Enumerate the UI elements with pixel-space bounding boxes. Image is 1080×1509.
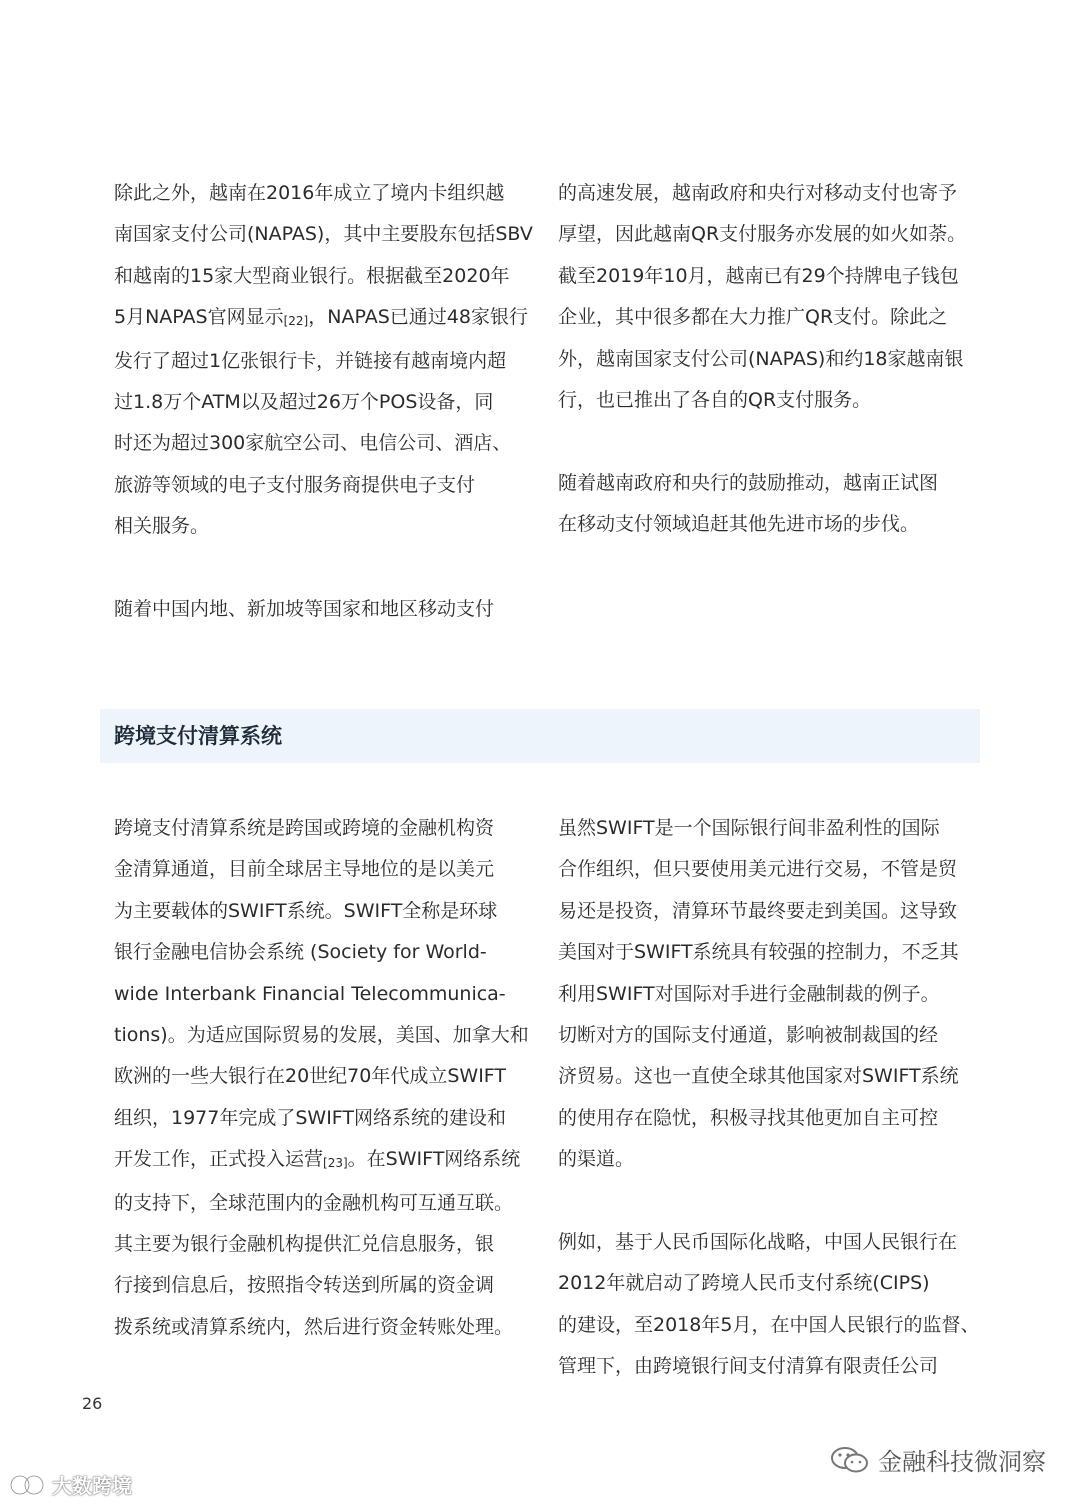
text-line: 的建设，至2018年5月，在中国人民银行的监督、	[558, 1313, 980, 1336]
text-line: 在移动支付领域追赶其他先进市场的步伐。	[558, 513, 920, 536]
text-line: 其主要为银行金融机构提供汇兑信息服务，银	[114, 1233, 495, 1256]
text-line: 过1.8万个ATM以及超过26万个POS设备，同	[114, 391, 494, 414]
text-line: 行，也已推出了各自的QR支付服务。	[558, 389, 872, 412]
citation-ref: [23]	[323, 1156, 348, 1171]
text-line: 企业，其中很多都在大力推广QR支付。除此之	[558, 306, 948, 329]
wechat-account-name: 金融科技微洞察	[878, 1448, 1046, 1476]
text-line: 相关服务。	[114, 515, 210, 538]
text-line: tions)。为适应国际贸易的发展，美国、加拿大和	[114, 1024, 529, 1047]
text-line: 济贸易。这也一直使全球其他国家对SWIFT系统	[558, 1065, 959, 1088]
text-line: 厚望，因此越南QR支付服务亦发展的如火如荼。	[558, 223, 967, 246]
text-line: 跨境支付清算系统是跨国或跨境的金融机构资	[114, 817, 495, 839]
text-line: 管理下，由跨境银行间支付清算有限责任公司	[558, 1355, 939, 1378]
bottom-left-column	[114, 808, 529, 1348]
text-line: 的支持下，全球范围内的金融机构可互通互联。	[114, 1191, 514, 1214]
text-line: 的使用存在隐忧，积极寻找其他更加自主可控	[558, 1106, 939, 1129]
text-line: 拨系统或清算系统内，然后进行资金转账处理。	[114, 1315, 514, 1338]
text-line: 的高速发展，越南政府和央行对移动支付也寄予	[558, 182, 958, 204]
section-heading-bar	[100, 709, 980, 763]
text-line	[114, 1139, 524, 1182]
text-line: 合作组织，但只要使用美元进行交易，不管是贸	[558, 858, 958, 881]
text-line: 虽然SWIFT是一个国际银行间非盈利性的国际	[558, 817, 940, 839]
text-line: 除此之外，越南在2016年成立了境内卡组织越	[114, 182, 505, 204]
wechat-icon	[830, 1445, 870, 1475]
text-line: 随着中国内地、新加坡等国家和地区移动支付	[114, 598, 495, 621]
page-number: 26	[82, 1394, 103, 1413]
text-line: 易还是投资，清算环节最终要走到美国。这导致	[558, 899, 958, 922]
text-line: 和越南的15家大型商业银行。根据截至2020年	[114, 264, 510, 287]
text-line: 截至2019年10月，越南已有29个持牌电子钱包	[558, 264, 959, 287]
text-line: 2012年就启动了跨境人民币支付系统(CIPS)	[558, 1272, 930, 1295]
section-heading: 跨境支付清算系统	[114, 724, 282, 748]
text-line: 为主要载体的SWIFT系统。SWIFT全称是环球	[114, 899, 498, 922]
bottom-right-column	[558, 808, 980, 1388]
text-segment: 。在SWIFT网络系统	[347, 1148, 521, 1171]
paragraph-gap	[558, 1181, 968, 1222]
text-line: wide Interbank Financial Telecommunica-	[114, 982, 506, 1005]
top-left-column	[114, 173, 533, 630]
text-line: 欧洲的一些大银行在20世纪70年代成立SWIFT	[114, 1065, 507, 1088]
text-line: 金清算通道，目前全球居主导地位的是以美元	[114, 858, 495, 881]
paragraph-gap	[558, 421, 968, 462]
watermark-logo-icon	[8, 1472, 46, 1498]
text-line: 外，越南国家支付公司(NAPAS)和约18家越南银	[558, 347, 964, 370]
text-line: 随着越南政府和央行的鼓励推动，越南正试图	[558, 471, 939, 494]
text-segment: 5月NAPAS官网显示	[114, 306, 284, 329]
top-right-column	[558, 173, 968, 546]
text-line: 的渠道。	[558, 1148, 635, 1171]
text-line: 旅游等领域的电子支付服务商提供电子支付	[114, 473, 476, 496]
text-segment: 开发工作，正式投入运营	[114, 1148, 324, 1171]
wechat-account-label	[830, 1442, 1046, 1477]
watermark-text: 大数跨境	[52, 1474, 132, 1498]
text-line: 南国家支付公司(NAPAS)，其中主要股东包括SBV	[114, 223, 533, 246]
text-line: 行接到信息后，按照指令转送到所属的资金调	[114, 1274, 495, 1297]
citation-ref: [22]	[283, 314, 309, 329]
text-line: 切断对方的国际支付通道，影响被制裁国的经	[558, 1024, 939, 1047]
text-line: 发行了超过1亿张银行卡，并链接有越南境内超	[114, 349, 507, 372]
paragraph-gap	[114, 548, 524, 589]
text-line: 美国对于SWIFT系统具有较强的控制力，不乏其	[558, 941, 959, 964]
text-line: 银行金融电信协会系统 (Society for World-	[114, 941, 487, 964]
text-segment: ，NAPAS已通过48家银行	[308, 306, 528, 329]
text-line	[114, 297, 528, 340]
watermark	[8, 1470, 132, 1499]
text-line: 利用SWIFT对国际对手进行金融制裁的例子。	[558, 982, 940, 1005]
text-line: 时还为超过300家航空公司、电信公司、酒店、	[114, 432, 512, 455]
text-line: 例如，基于人民币国际化战略，中国人民银行在	[558, 1231, 958, 1254]
text-line: 组织，1977年完成了SWIFT网络系统的建设和	[114, 1106, 507, 1129]
